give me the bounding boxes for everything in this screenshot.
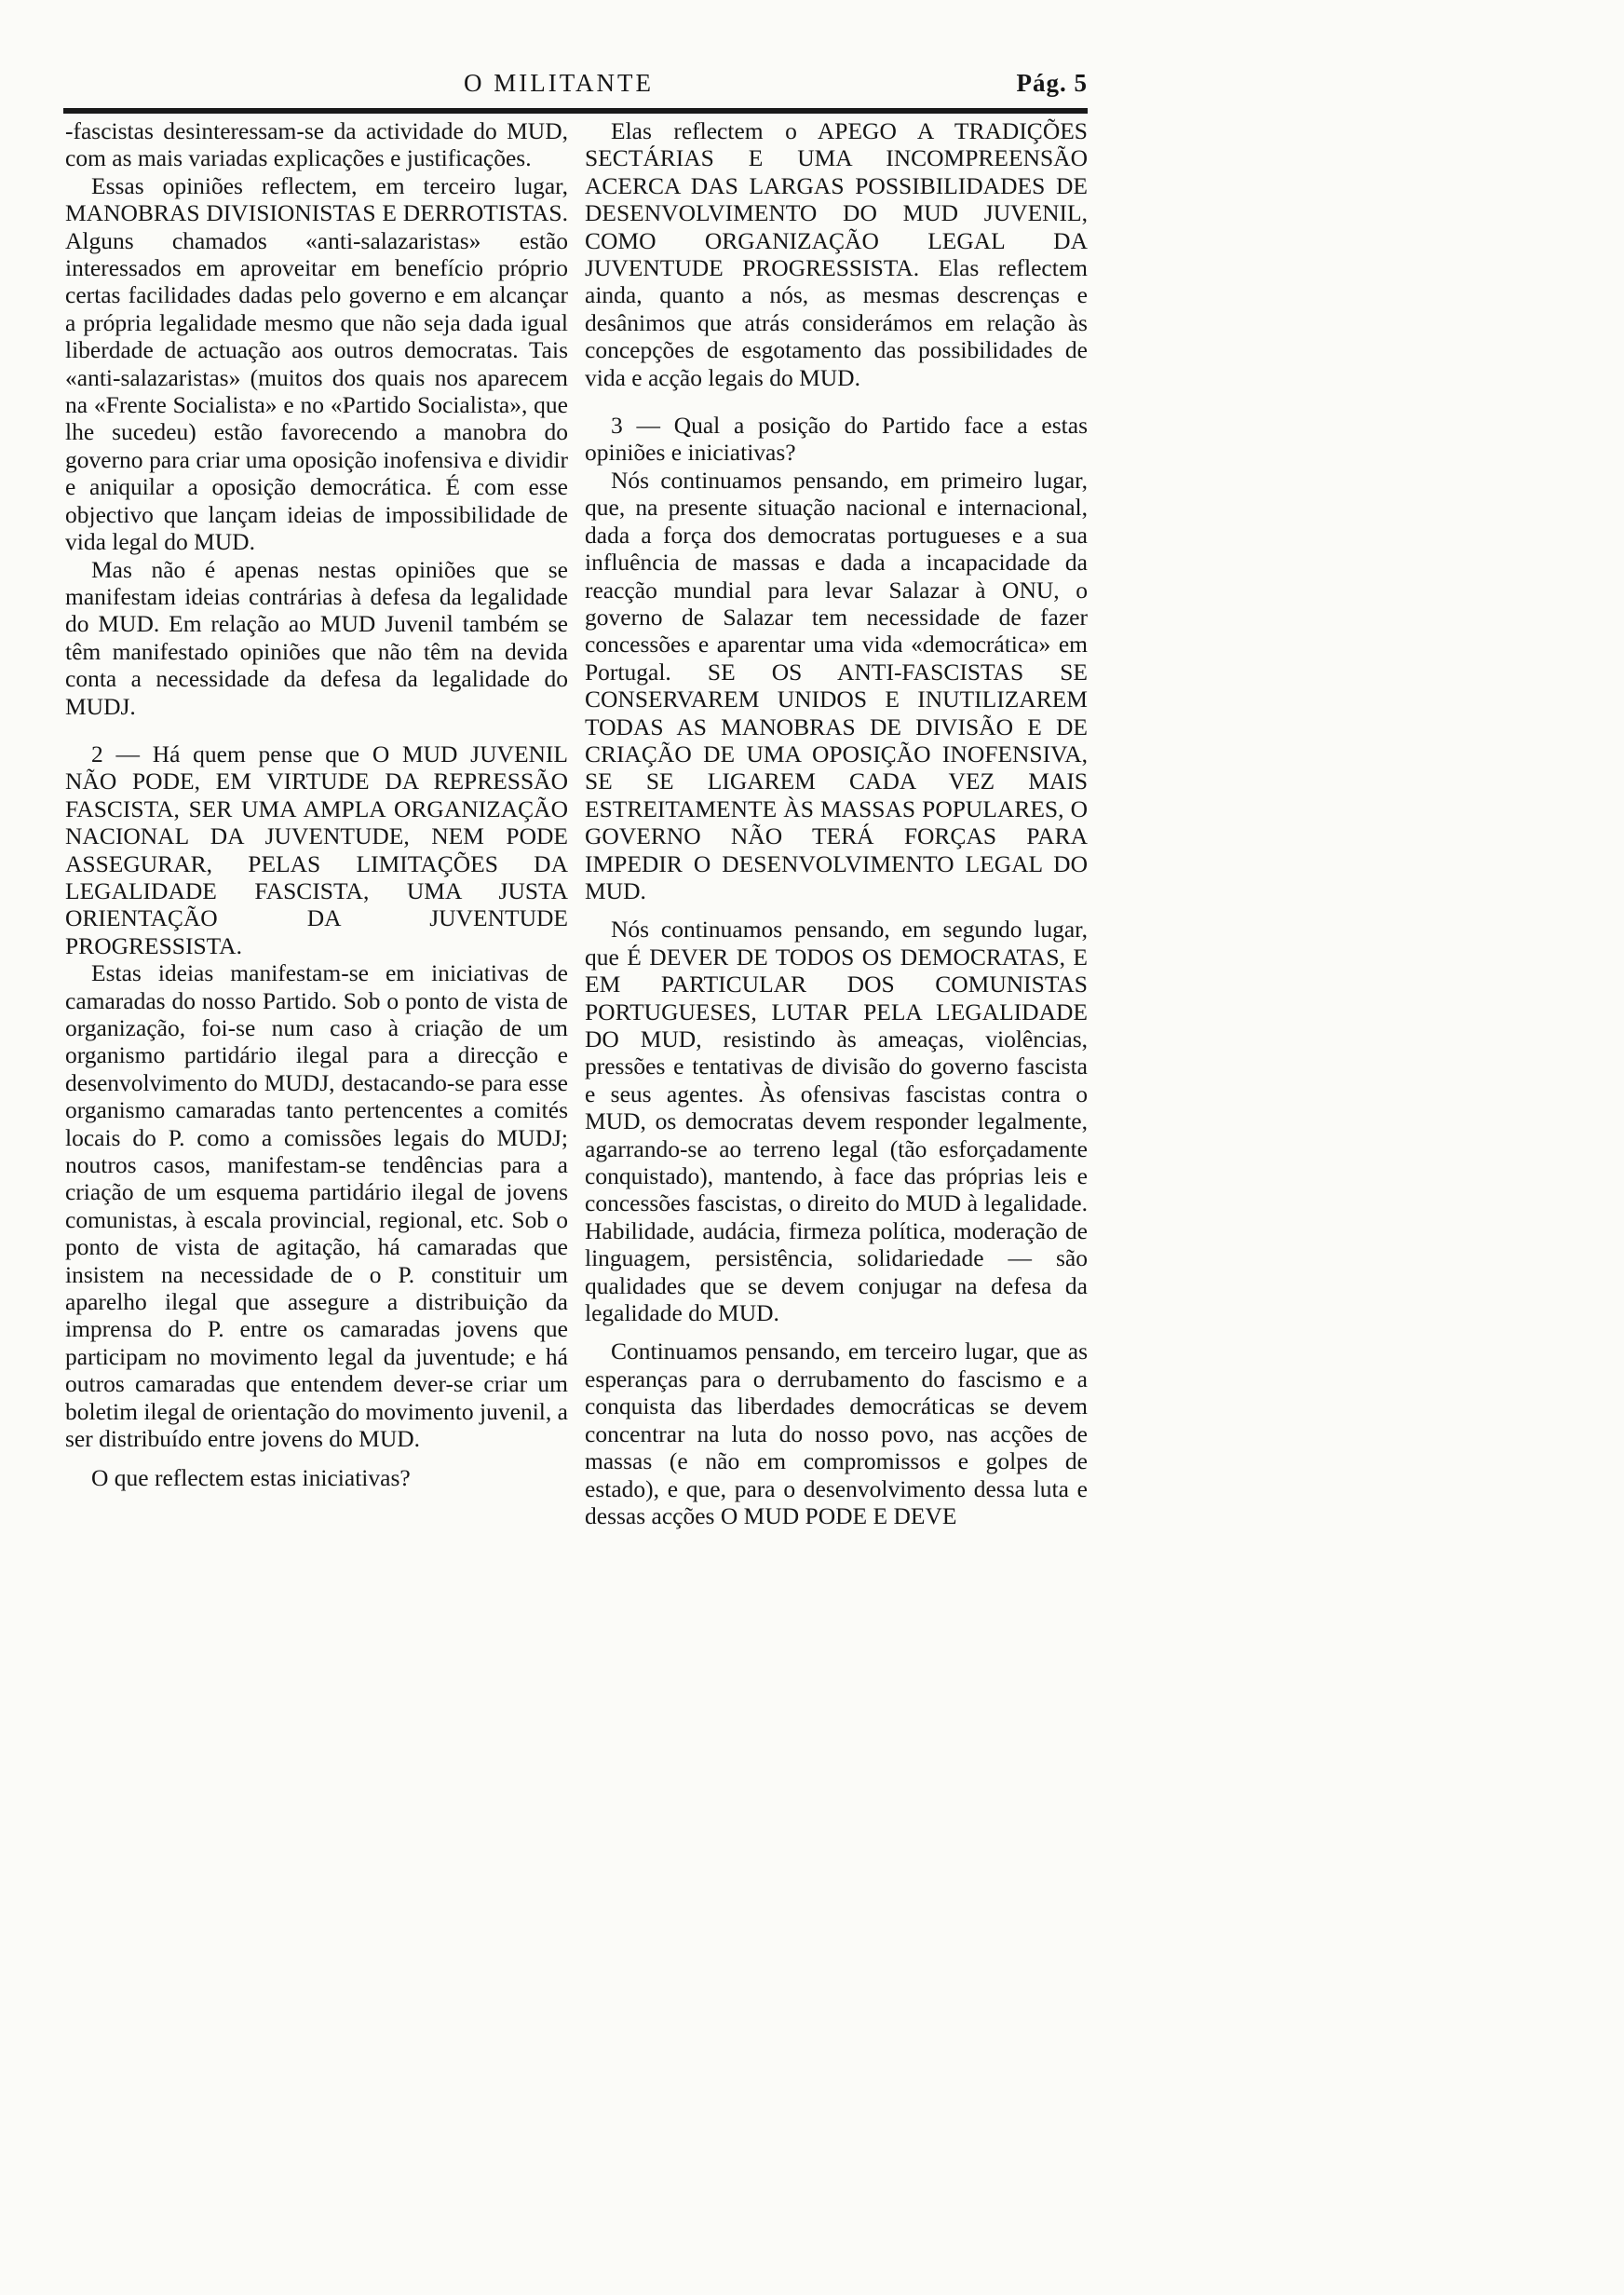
paragraph: Nós continuamos pensando, em primeiro lugar, que, na presente situação nacional e internacional, dada a força dos democratas portugueses e a sua influência de massas e dada a incapacidade da reacção mundial para levar Salazar à ONU, o governo de Salazar tem necessidade de fazer concessões e aparentar uma vida «democrática» em Portugal. SE OS ANTI-FASCISTAS SE CONSERVAREM UNIDOS E INUTILIZAREM TODAS AS MANOBRAS DE DIVISÃO E DE CRIAÇÃO DE UMA OPOSIÇÃO INOFENSIVA, SE SE LIGAREM CADA VEZ MAIS ESTREITAMENTE ÀS MASSAS POPULARES, O GOVERNO NÃO TERÁ FORÇAS PARA IMPEDIR O DESENVOLVIMENTO LEGAL DO MUD.: [585, 466, 1088, 904]
header-rule: [63, 108, 1088, 114]
paragraph: Continuamos pensando, em terceiro lugar, que as esperanças para o derrubamento do fascismo e a conquista das liberdades democráticas se devem concentrar na luta do nosso povo, nas acções de massas (e não em compromissos e golpes de estado), e que, para o desenvolvimento dessa luta e dessas acções O MUD PODE E DEVE: [585, 1338, 1088, 1529]
question-heading-3: 3 — Qual a posição do Partido face a estas opiniões e iniciativas?: [585, 412, 1088, 467]
paragraph: Essas opiniões reflectem, em terceiro lugar, MANOBRAS DIVISIONISTAS E DERROTISTAS. Alguns chamados «anti-salazaristas» estão interessados em aproveitar em benefício próprio certas facilidades dadas pelo governo e em alcançar a própria legalidade mesmo que não seja dada igual liberdade de actuação aos outros democratas. Tais «anti-salazaristas» (muitos dos quais nos aparecem na «Frente Socialista» e no «Partido Socialista», que lhe sucedeu) estão favorecendo a manobra do governo para criar uma oposição inofensiva e dividir e aniquilar a oposição democrática. É com esse objectivo que lançam ideias de impossibilidade de vida legal do MUD.: [65, 171, 568, 556]
page-number: Pág. 5: [1016, 69, 1088, 97]
paragraph: Nós continuamos pensando, em segundo lugar, que É DEVER DE TODOS OS DEMOCRATAS, E EM PARTICULAR DOS COMUNISTAS PORTUGUESES, LUTAR PELA LEGALIDADE DO MUD, resistindo às ameaças, violências, pressões e tentativas de divisão do governo fascista e seus agentes. Às ofensivas fascistas contra o MUD, os democratas devem responder legalmente, agarrando-se ao terreno legal (tão esforçadamente conquistado), mantendo, à face das próprias leis e concessões fascistas, o direito do MUD à legalidade. Habilidade, audácia, firmeza política, moderação de linguagem, persistência, solidariedade — são qualidades que se devem conjugar na defesa da legalidade do MUD.: [585, 916, 1088, 1327]
masthead-title: O MILITANTE: [464, 69, 655, 97]
paragraph: -fascistas desinteressam-se da actividade do MUD, com as mais variadas explicações e justificações.: [65, 117, 568, 172]
paragraph: Mas não é apenas nestas opiniões que se manifestam ideias contrárias à defesa da legalidade do MUD. Em relação ao MUD Juvenil também se têm manifestado opiniões que não têm na devida conta a necessidade da defesa da legalidade do MUDJ.: [65, 555, 568, 720]
paragraph: Elas reflectem o APEGO A TRADIÇÕES SECTÁRIAS E UMA INCOMPREENSÃO ACERCA DAS LARGAS POSSIBILIDADES DE DESENVOLVIMENTO DO MUD JUVENIL, COMO ORGANIZAÇÃO LEGAL DA JUVENTUDE PROGRESSISTA. Elas reflectem ainda, quanto a nós, as mesmas descrenças e desânimos que atrás considerámos em relação às concepções de esgotamento das possibilidades de vida e acção legais do MUD.: [585, 117, 1088, 391]
page-header: [63, 65, 1088, 106]
paragraph: O que reflectem estas iniciativas?: [91, 1463, 411, 1491]
right-column: [585, 117, 1088, 1529]
paragraph: Estas ideias manifestam-se em iniciativas de camaradas do nosso Partido. Sob o ponto de vista de organização, foi-se num caso à criação de um organismo partidário ilegal para a direcção e desenvolvimento do MUDJ, destacando-se para esse organismo camaradas tanto pertencentes a comités locais do P. como a comissões legais do MUDJ; noutros casos, manifestam-se tendências para a criação de um esquema partidário ilegal de jovens comunistas, à escala provincial, regional, etc. Sob o ponto de vista de agitação, há camaradas que insistem na necessidade de o P. constituir um aparelho ilegal que assegure a distribuição da imprensa do P. entre os camaradas jovens que participam no movimento legal da juventude; e há outros camaradas que entendem dever-se criar um boletim ilegal de orientação do movimento juvenil, a ser distribuído entre jovens do MUD.: [65, 959, 568, 1453]
question-heading-2: 2 — Há quem pense que O MUD JUVENIL NÃO PODE, EM VIRTUDE DA REPRESSÃO FASCISTA, SER UMA AMPLA ORGANIZAÇÃO NACIONAL DA JUVENTUDE, NEM PODE ASSEGURAR, PELAS LIMITAÇÕES DA LEGALIDADE FASCISTA, UMA JUSTA ORIENTAÇÃO DA JUVENTUDE PROGRESSISTA.: [65, 740, 568, 959]
left-column: [65, 117, 568, 1491]
